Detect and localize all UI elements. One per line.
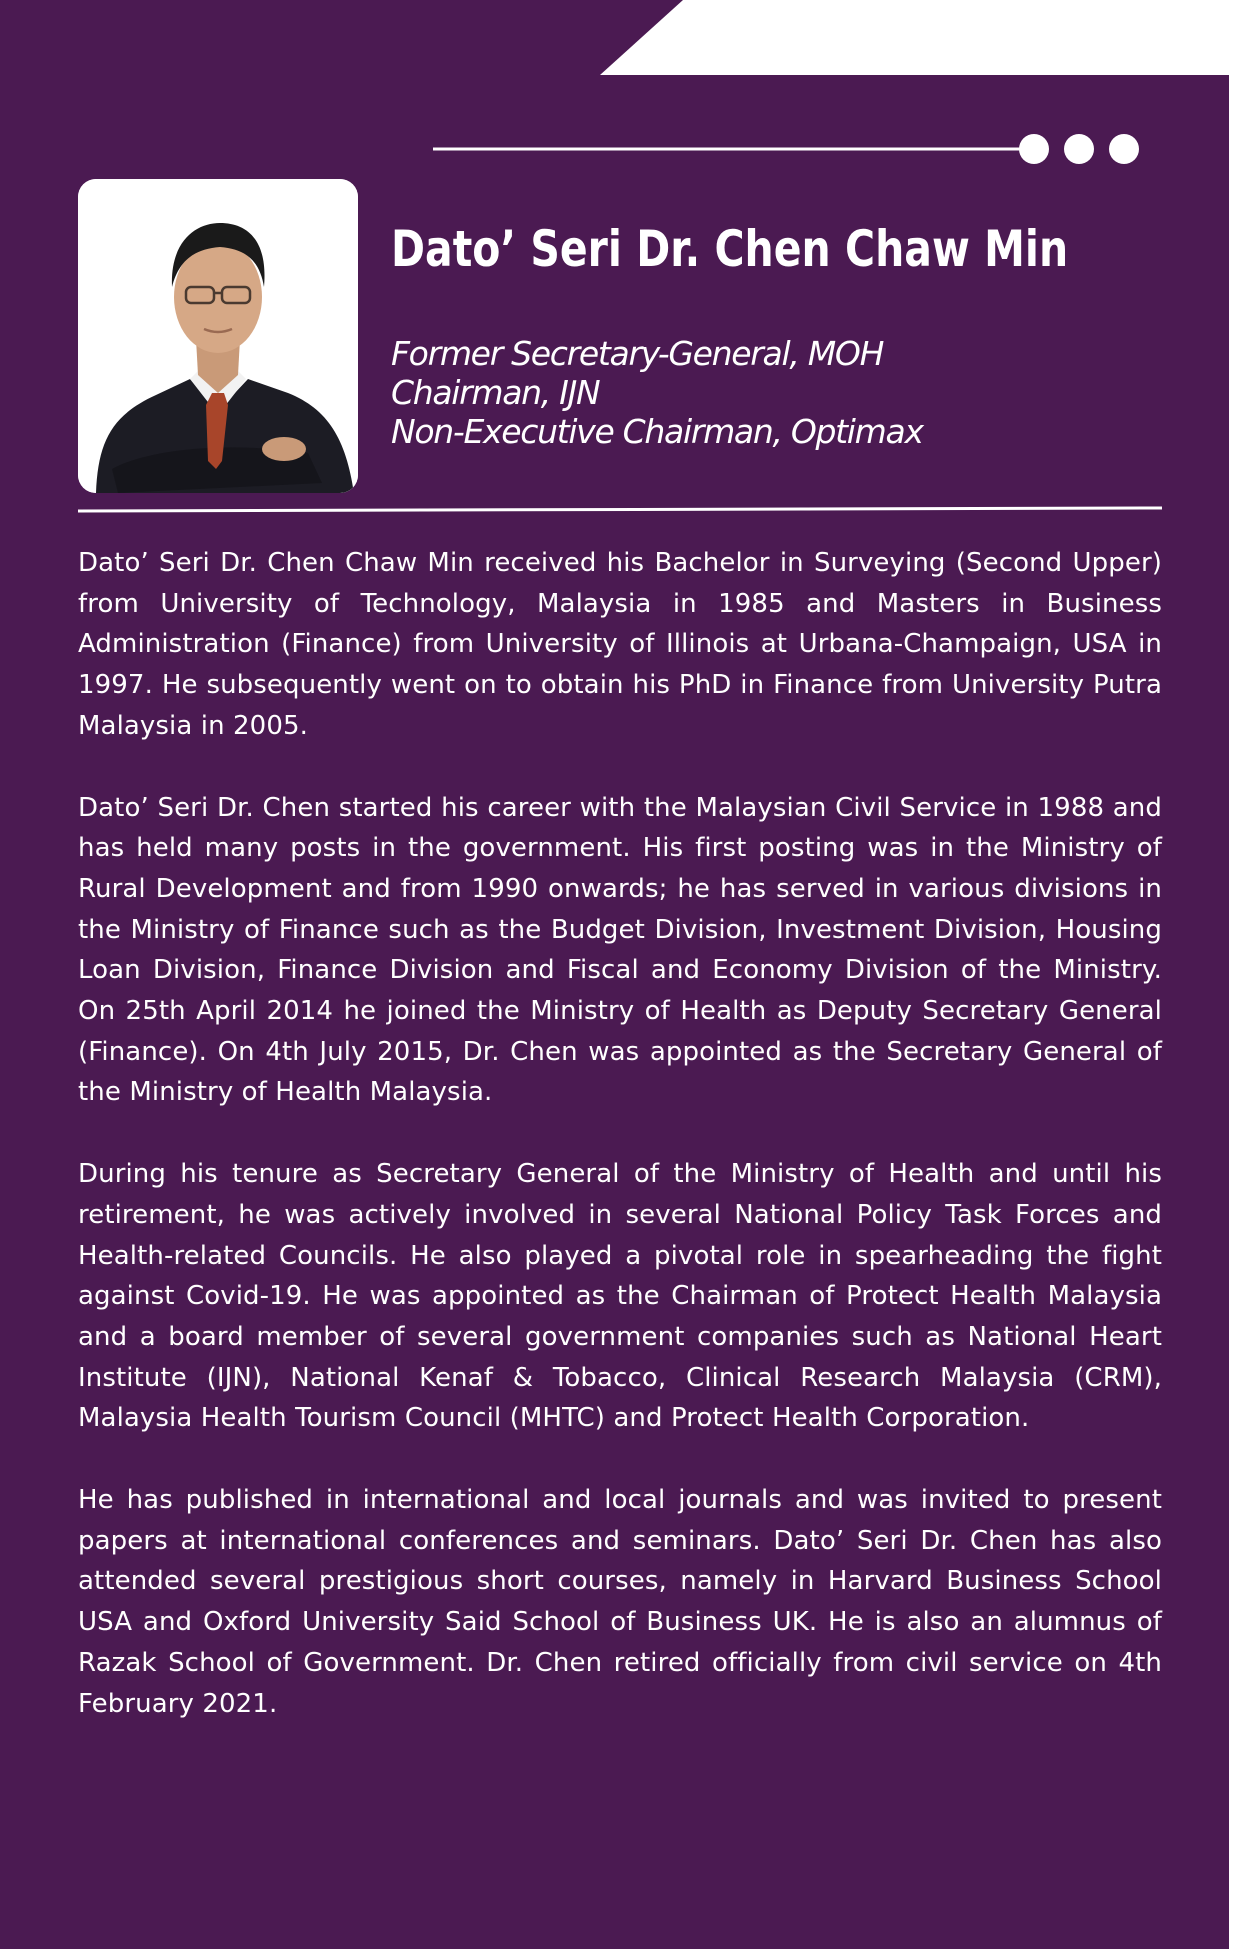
role-item: Non-Executive Chairman, Optimax: [391, 412, 923, 451]
speaker-roles: [391, 334, 1151, 451]
portrait-photo: [78, 179, 358, 493]
right-edge-strip: [1229, 0, 1241, 1949]
speaker-name: Dato’ Seri Dr. Chen Chaw Min: [391, 220, 1069, 278]
corner-tab-shape: [0, 0, 1241, 75]
header-line-with-dots: [433, 130, 1143, 170]
bio-paragraph: Dato’ Seri Dr. Chen Chaw Min received his Bachelor in Surveying (Second Upper) from University of Technology, Malaysia in 1985 and Masters in Business Administration (Finance) from University of Illinois at Urbana-Champaign, USA in 1997. He subsequently went on to obtain his PhD in Finance from University Putra Malaysia in 2005.: [78, 548, 1162, 741]
section-divider: [78, 500, 1162, 514]
role-item: Former Secretary-General, MOH: [391, 334, 884, 373]
bio-paragraph: During his tenure as Secretary General of the Ministry of Health and until his retirement, he was actively involved in several National Policy Task Forces and Health-related Councils. He also played a pivotal role in spearheading the fight against Covid-19. He was appointed as the Chairman of Protect Health Malaysia and a board member of several government companies such as National Heart Institute (IJN), National Kenaf & Tobacco, Clinical Research Malaysia (CRM), Malaysia Health Tourism Council (MHTC) and Protect Health Corporation.: [78, 1159, 1162, 1434]
portrait-photo-icon: [78, 179, 358, 493]
role-item: Chairman, IJN: [391, 373, 600, 412]
bio-paragraph: He has published in international and local journals and was invited to present papers at international conferences and seminars. Dato’ Seri Dr. Chen has also attended several prestigious short courses, namely in Harvard Business School USA and Oxford University Said School of Business UK. He is also an alumnus of Razak School of Government. Dr. Chen retired officially from civil service on 4th February 2021.: [78, 1485, 1162, 1719]
bio-paragraph: Dato’ Seri Dr. Chen started his career with the Malaysian Civil Service in 1988 and has held many posts in the government. His first posting was in the Ministry of Rural Development and from 1990 onwards; he has served in various divisions in the Ministry of Finance such as the Budget Division, Investment Division, Housing Loan Division, Finance Division and Fiscal and Economy Division of the Ministry. On 25th April 2014 he joined the Ministry of Health as Deputy Secretary General (Finance). On 4th July 2015, Dr. Chen was appointed as the Secretary General of the Ministry of Health Malaysia.: [78, 792, 1162, 1108]
biography: [78, 543, 1162, 1765]
